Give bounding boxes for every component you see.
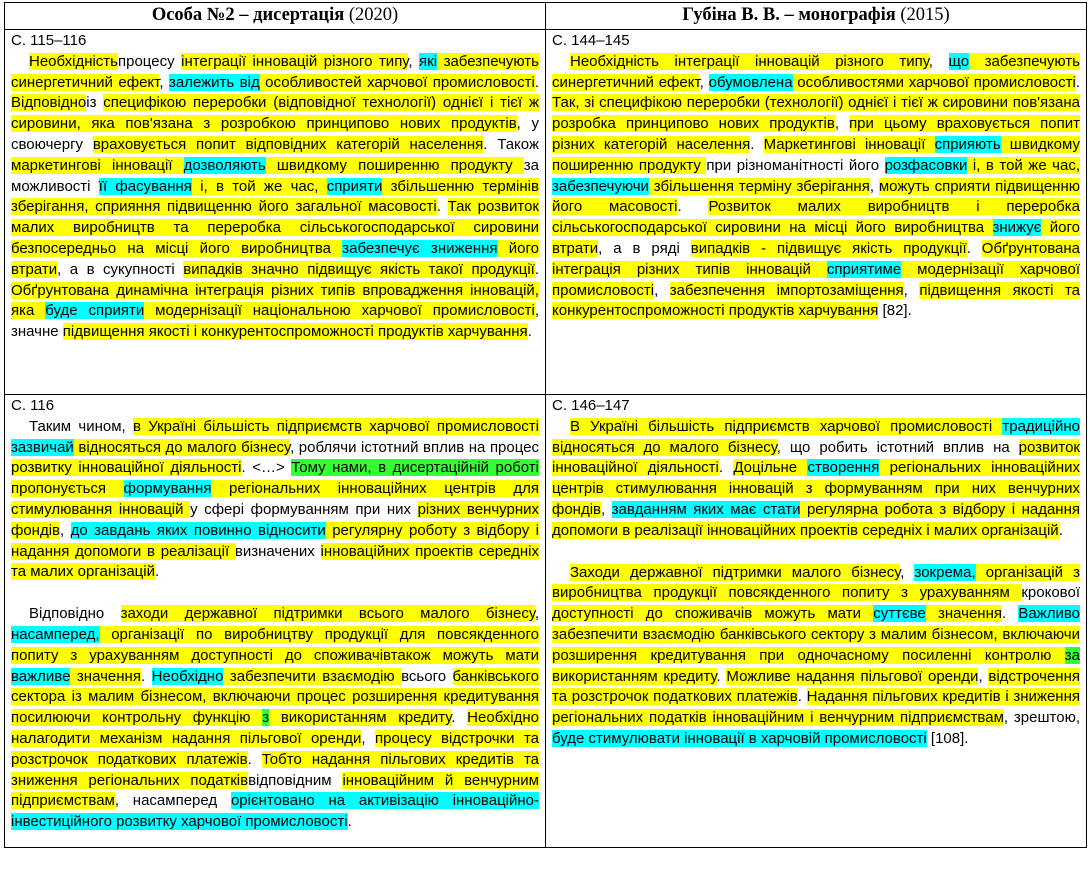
- yellow-highlight: Заходи державної підтримки малого бізнесу: [570, 563, 901, 581]
- plain-text: , роблячи істотний вплив на: [290, 438, 490, 456]
- plain-text: із: [86, 94, 104, 112]
- yellow-highlight: пропонується: [11, 480, 124, 498]
- yellow-highlight: підвищує якість: [307, 260, 421, 278]
- cyan-highlight: обумовлена: [708, 73, 793, 91]
- page-reference: С. 144–145: [552, 32, 630, 49]
- yellow-highlight: такої: [420, 260, 472, 278]
- yellow-highlight: розвиток інноваційної діяльності: [552, 438, 1080, 477]
- cyan-highlight: традиційно: [1002, 417, 1080, 435]
- yellow-highlight: процес: [290, 688, 353, 706]
- yellow-highlight: Відповідно: [11, 94, 87, 112]
- plain-text: , що робить істотний вплив на: [776, 438, 1019, 456]
- cyan-highlight: зазвичай: [11, 438, 74, 456]
- plain-text: , насамперед: [114, 792, 231, 810]
- header-left: [5, 3, 546, 30]
- cyan-highlight: її фасування: [98, 177, 192, 195]
- plain-text: Відповідно: [29, 605, 121, 623]
- plain-text: ,: [903, 281, 920, 299]
- cyan-highlight: насамперед,: [11, 625, 100, 643]
- plain-text: Таким чином,: [29, 417, 133, 435]
- header-right-year: (2015): [895, 5, 950, 25]
- yellow-highlight: В Україні більшість підприємств харчової промисловості: [570, 417, 1003, 435]
- yellow-highlight: Необхідність: [29, 52, 118, 70]
- header-left-type: – дисертація: [234, 5, 345, 25]
- yellow-highlight: можуть сприяти підвищенню його масовості: [552, 177, 1081, 216]
- yellow-highlight: модернізації національною харчової промисловості: [144, 302, 535, 320]
- plain-text: ,: [408, 52, 420, 70]
- cyan-highlight: до завдань яких повинно відносити: [70, 521, 326, 539]
- yellow-highlight: модернізації харчової промисловості: [552, 260, 1080, 299]
- yellow-highlight: збільшення терміну зберігання: [648, 177, 870, 195]
- yellow-highlight: Необхідність інтеграції інновацій різного типу: [570, 52, 929, 70]
- page-reference: С. 115–116: [11, 32, 87, 49]
- plain-text: ,: [60, 521, 71, 539]
- yellow-highlight: регулярну роботу з відбору і надання допомоги в реалізації: [11, 521, 539, 560]
- header-right-author: Губіна В. В.: [682, 5, 780, 25]
- cyan-highlight: зокрема,: [914, 563, 976, 581]
- yellow-highlight: організацій з виробництва продукції повсякденного попиту з урахуванням: [552, 563, 1080, 602]
- yellow-highlight: банківського сектора із малим бізнесом, включаючи: [11, 667, 539, 706]
- excerpt-text: [552, 52, 1080, 322]
- plain-text: .: [797, 688, 807, 706]
- cyan-highlight: які: [419, 52, 438, 70]
- plain-text: ,: [654, 281, 670, 299]
- yellow-highlight: збільшенню термінів зберігання, сприяння підвищенню його загальної масовості: [11, 177, 539, 216]
- yellow-highlight: впровадження інновацій, яка: [11, 281, 539, 320]
- yellow-highlight: забезпечують синергетичний ефект: [552, 52, 1080, 91]
- plain-text: крокової: [1021, 584, 1080, 602]
- yellow-highlight: його втрати: [11, 239, 540, 278]
- yellow-highlight: Можливе надання пільгової оренди: [726, 667, 979, 685]
- comparison-table: [4, 2, 1087, 848]
- yellow-highlight: випадків: [690, 239, 751, 257]
- cyan-highlight: буде сприяти: [45, 302, 145, 320]
- yellow-highlight: значно: [242, 260, 308, 278]
- plain-text: .: [527, 323, 532, 341]
- plain-text: , а в сукупності: [57, 260, 184, 278]
- cyan-highlight: Важливо: [1018, 605, 1080, 623]
- yellow-highlight: регіональних інноваційних центрів для стимулювання інновацій: [11, 480, 539, 518]
- plain-text: ,: [900, 563, 915, 581]
- plain-text: , а в ряді: [598, 239, 691, 257]
- yellow-highlight: заходи державної підтримки: [120, 605, 343, 623]
- yellow-highlight: забезпечення імпортозаміщення: [669, 281, 904, 299]
- plain-text: відповідним: [248, 771, 343, 789]
- yellow-highlight: доступності до споживачів можуть мати: [552, 605, 874, 623]
- yellow-highlight: також можуть мати: [390, 646, 539, 664]
- plain-text: .: [534, 73, 539, 91]
- yellow-highlight: випадків: [183, 260, 243, 278]
- yellow-highlight: маркетингові інновації: [11, 156, 184, 174]
- cyan-highlight: забезпечує зниження: [342, 239, 498, 257]
- yellow-highlight: організації по виробництву продукції для повсякденного попиту з урахуванням доступності до споживачів: [11, 625, 539, 664]
- plain-text: ,: [869, 177, 879, 195]
- yellow-highlight: інтеграція різних типів: [195, 281, 356, 299]
- plain-text: ,: [928, 52, 949, 70]
- yellow-highlight: відстрочення та розстрочок податкових платежів: [552, 667, 1080, 706]
- paragraph: [11, 417, 539, 583]
- plain-text: .: [750, 135, 764, 153]
- header-left-author: Особа №2: [151, 5, 235, 25]
- plain-text: .: [1001, 605, 1019, 623]
- page-reference: С. 146–147: [552, 397, 630, 414]
- yellow-highlight: швидкому поширенню продукту: [552, 135, 1080, 174]
- cyan-highlight: створення: [807, 459, 880, 477]
- yellow-highlight: використанням кредиту: [552, 667, 717, 685]
- yellow-highlight: забезпечити взаємодію: [223, 667, 402, 685]
- paragraph: [552, 563, 1080, 750]
- yellow-highlight: продукції: [471, 260, 535, 278]
- plain-text: .: [154, 563, 160, 581]
- excerpt-text: [552, 417, 1080, 750]
- plain-text: ,: [601, 500, 612, 518]
- yellow-highlight: використанням кредиту: [269, 709, 452, 727]
- yellow-highlight: інноваційним й венчурним підприємствам: [11, 771, 539, 810]
- monograph-excerpt-cell: [546, 30, 1087, 395]
- cyan-highlight: суттєве: [873, 605, 926, 623]
- dissertation-excerpt-cell: [5, 30, 546, 395]
- cyan-highlight: орієнтовано на активізацію інноваційно-інвестиційного розвитку харчової промисловості: [11, 792, 539, 831]
- header-right: [546, 3, 1087, 30]
- plain-text: ,: [834, 115, 850, 133]
- yellow-highlight: відносяться до малого бізнесу: [552, 438, 777, 456]
- header-row: [5, 3, 1087, 30]
- yellow-highlight: динамічна: [109, 281, 196, 299]
- yellow-highlight: Так розвиток малих виробництв та переробка сільськогосподарської сировини безпосередньо на місці його виробництва: [11, 198, 539, 257]
- plain-text: процес: [489, 438, 540, 456]
- cyan-highlight: що: [948, 52, 970, 70]
- yellow-highlight: і, в той же час,: [967, 156, 1081, 174]
- yellow-highlight: розширення кредитування посилюючи контрольну функцію: [11, 688, 539, 727]
- yellow-highlight: в Україні більшість підприємств харчової промисловості: [132, 417, 539, 435]
- plain-text: .: [436, 198, 448, 216]
- plain-text: ,: [534, 605, 540, 623]
- header-right-type: – монографія: [779, 5, 896, 25]
- yellow-highlight: Маркетингові інновації: [763, 135, 935, 153]
- plain-text: всього: [401, 667, 453, 685]
- monograph-excerpt-cell: [546, 395, 1087, 848]
- paragraph: [552, 417, 1080, 542]
- plain-text: . Також: [483, 135, 539, 153]
- yellow-highlight: забезпечити взаємодію банківського сектору з малим бізнесом, включаючи розширення кредитування при одночасному посиленні контролю: [552, 625, 1080, 664]
- green-highlight: з: [262, 709, 270, 727]
- yellow-highlight: підвищення якості і конкурентоспроможності продуктів харчування: [62, 323, 528, 341]
- paragraph: [11, 604, 539, 833]
- plain-text: за можливості: [11, 156, 539, 195]
- cyan-highlight: Необхідно: [151, 667, 224, 685]
- paragraph: [11, 52, 539, 343]
- plain-text: [108].: [926, 729, 969, 747]
- plain-text: .: [247, 750, 262, 768]
- yellow-highlight: Розвиток малих виробництв і переробка сільськогосподарської сировини на місці його виробництва: [552, 198, 1080, 237]
- cyan-highlight: формування: [123, 480, 212, 498]
- yellow-highlight: Обґрунтована: [11, 281, 110, 299]
- yellow-highlight: регулярна робота з відбору і надання допомоги в реалізації інноваційних проектів середніх і малих організацій: [552, 500, 1080, 539]
- plain-text: у сфері формуванням при них: [190, 500, 418, 518]
- plain-text: , зрештою,: [1003, 709, 1080, 727]
- cyan-highlight: знижує: [992, 219, 1042, 237]
- yellow-highlight: враховується попит: [92, 135, 236, 153]
- plain-text: .: [1058, 521, 1063, 539]
- plain-text: при різноманітності його: [706, 156, 885, 174]
- cyan-highlight: залежить від: [168, 73, 260, 91]
- yellow-highlight: Доцільне: [733, 459, 808, 477]
- cyan-highlight: важливе: [11, 667, 71, 685]
- cyan-highlight: сприяють: [934, 135, 1001, 153]
- plain-text: .: [347, 813, 352, 831]
- yellow-highlight: відносяться до малого бізнесу: [73, 438, 291, 456]
- plain-text: визначених: [234, 542, 321, 560]
- yellow-highlight: при цьому враховується попит: [849, 115, 1081, 133]
- plain-text: .: [966, 239, 982, 257]
- yellow-highlight: регіональних інноваційних центрів стимулювання інновацій з формуванням при них венчурних фондів: [552, 459, 1080, 518]
- page-reference: С. 116: [11, 397, 55, 414]
- plain-text: ,: [699, 73, 709, 91]
- plain-text: ,: [978, 667, 989, 685]
- plain-text: .: [716, 667, 727, 685]
- yellow-highlight: особливостями харчової промисловості: [792, 73, 1076, 91]
- cyan-highlight: сприяти: [326, 177, 383, 195]
- cyan-highlight: буде стимулювати інновації в харчовій промисловості: [552, 729, 927, 747]
- cyan-highlight: дозволяють: [183, 156, 266, 174]
- yellow-highlight: надання пільгової оренди: [162, 729, 362, 747]
- yellow-highlight: всього: [342, 605, 421, 623]
- cyan-highlight: забезпечуючи: [552, 177, 649, 195]
- yellow-highlight: малого бізнесу: [420, 605, 535, 623]
- yellow-highlight: Тобто надання пільгових кредитів та зниження регіональних податків: [11, 750, 540, 789]
- yellow-highlight: специфікою переробки (відповідної технології) однієї і тієї ж сировини, яка пов'язана з розробкою принципово нових продуктів: [11, 94, 539, 133]
- yellow-highlight: розвитку інноваційної діяльності: [11, 459, 242, 477]
- plain-text: [82].: [878, 302, 912, 320]
- plain-text: .: [677, 198, 709, 216]
- plain-text: .: [140, 667, 152, 685]
- yellow-highlight: різних категорій населення: [552, 135, 751, 153]
- plain-text: .: [534, 260, 540, 278]
- cyan-highlight: розфасовки: [884, 156, 968, 174]
- plain-text: ,: [361, 729, 375, 747]
- dissertation-excerpt-cell: [5, 395, 546, 848]
- yellow-highlight: різних венчурних фондів: [11, 500, 539, 539]
- yellow-highlight: значення: [925, 605, 1002, 623]
- yellow-highlight: Так, зі специфікою переробки (технології) однієї і тієї ж сировини пов'язана розробка принципово нових продуктів: [552, 94, 1080, 133]
- cyan-highlight: завданням яких має стати: [611, 500, 801, 518]
- cyan-highlight: сприятиме: [826, 260, 902, 278]
- yellow-highlight: забезпечують синергетичний ефект: [11, 52, 539, 91]
- yellow-highlight: Надання пільгових кредитів і зниження регіональних податків інноваційним і венчурним підприємствам: [552, 688, 1080, 727]
- plain-text: .: [718, 459, 734, 477]
- yellow-highlight: інтеграції інновацій різного типу: [181, 52, 409, 70]
- yellow-highlight: його втрати: [552, 219, 1080, 257]
- yellow-highlight: і, в той же час,: [191, 177, 327, 195]
- header-left-year: (2020): [344, 5, 399, 25]
- yellow-highlight: відповідних: [235, 135, 337, 153]
- yellow-highlight: Необхідно налагодити механізм: [11, 709, 539, 747]
- yellow-highlight: Обґрунтована інтеграція різних типів інновацій: [552, 239, 1080, 278]
- plain-text: , значне: [11, 302, 539, 341]
- plain-text: . <…>: [241, 459, 292, 477]
- plain-text: .: [451, 709, 468, 727]
- yellow-highlight: категорій населення: [336, 135, 484, 153]
- yellow-highlight: - підвищує якість продукції: [750, 239, 967, 257]
- paragraph: [552, 52, 1080, 322]
- excerpt-text: [11, 52, 539, 343]
- plain-text: ,: [159, 73, 169, 91]
- excerpt-text: [11, 417, 539, 833]
- yellow-highlight: швидкому поширенню продукту: [265, 156, 524, 174]
- yellow-highlight: особливостей харчової промисловості: [259, 73, 535, 91]
- comparison-row: [5, 30, 1087, 395]
- plain-text: , у своючергу: [11, 115, 539, 153]
- green-highlight: за: [1064, 646, 1080, 664]
- plain-text: .: [1075, 73, 1080, 91]
- plain-text: процесу: [118, 52, 182, 70]
- comparison-row: [5, 395, 1087, 848]
- yellow-highlight: підвищення якості та конкурентоспроможності продуктів харчування: [552, 281, 1080, 320]
- yellow-highlight: процесу відстрочки та розстрочок податкових платежів: [11, 729, 539, 768]
- green-highlight: Тому нами, в дисертаційній роботі: [291, 459, 539, 477]
- yellow-highlight: значення: [70, 667, 141, 685]
- yellow-highlight: інноваційних проектів середніх та малих організацій: [11, 542, 539, 581]
